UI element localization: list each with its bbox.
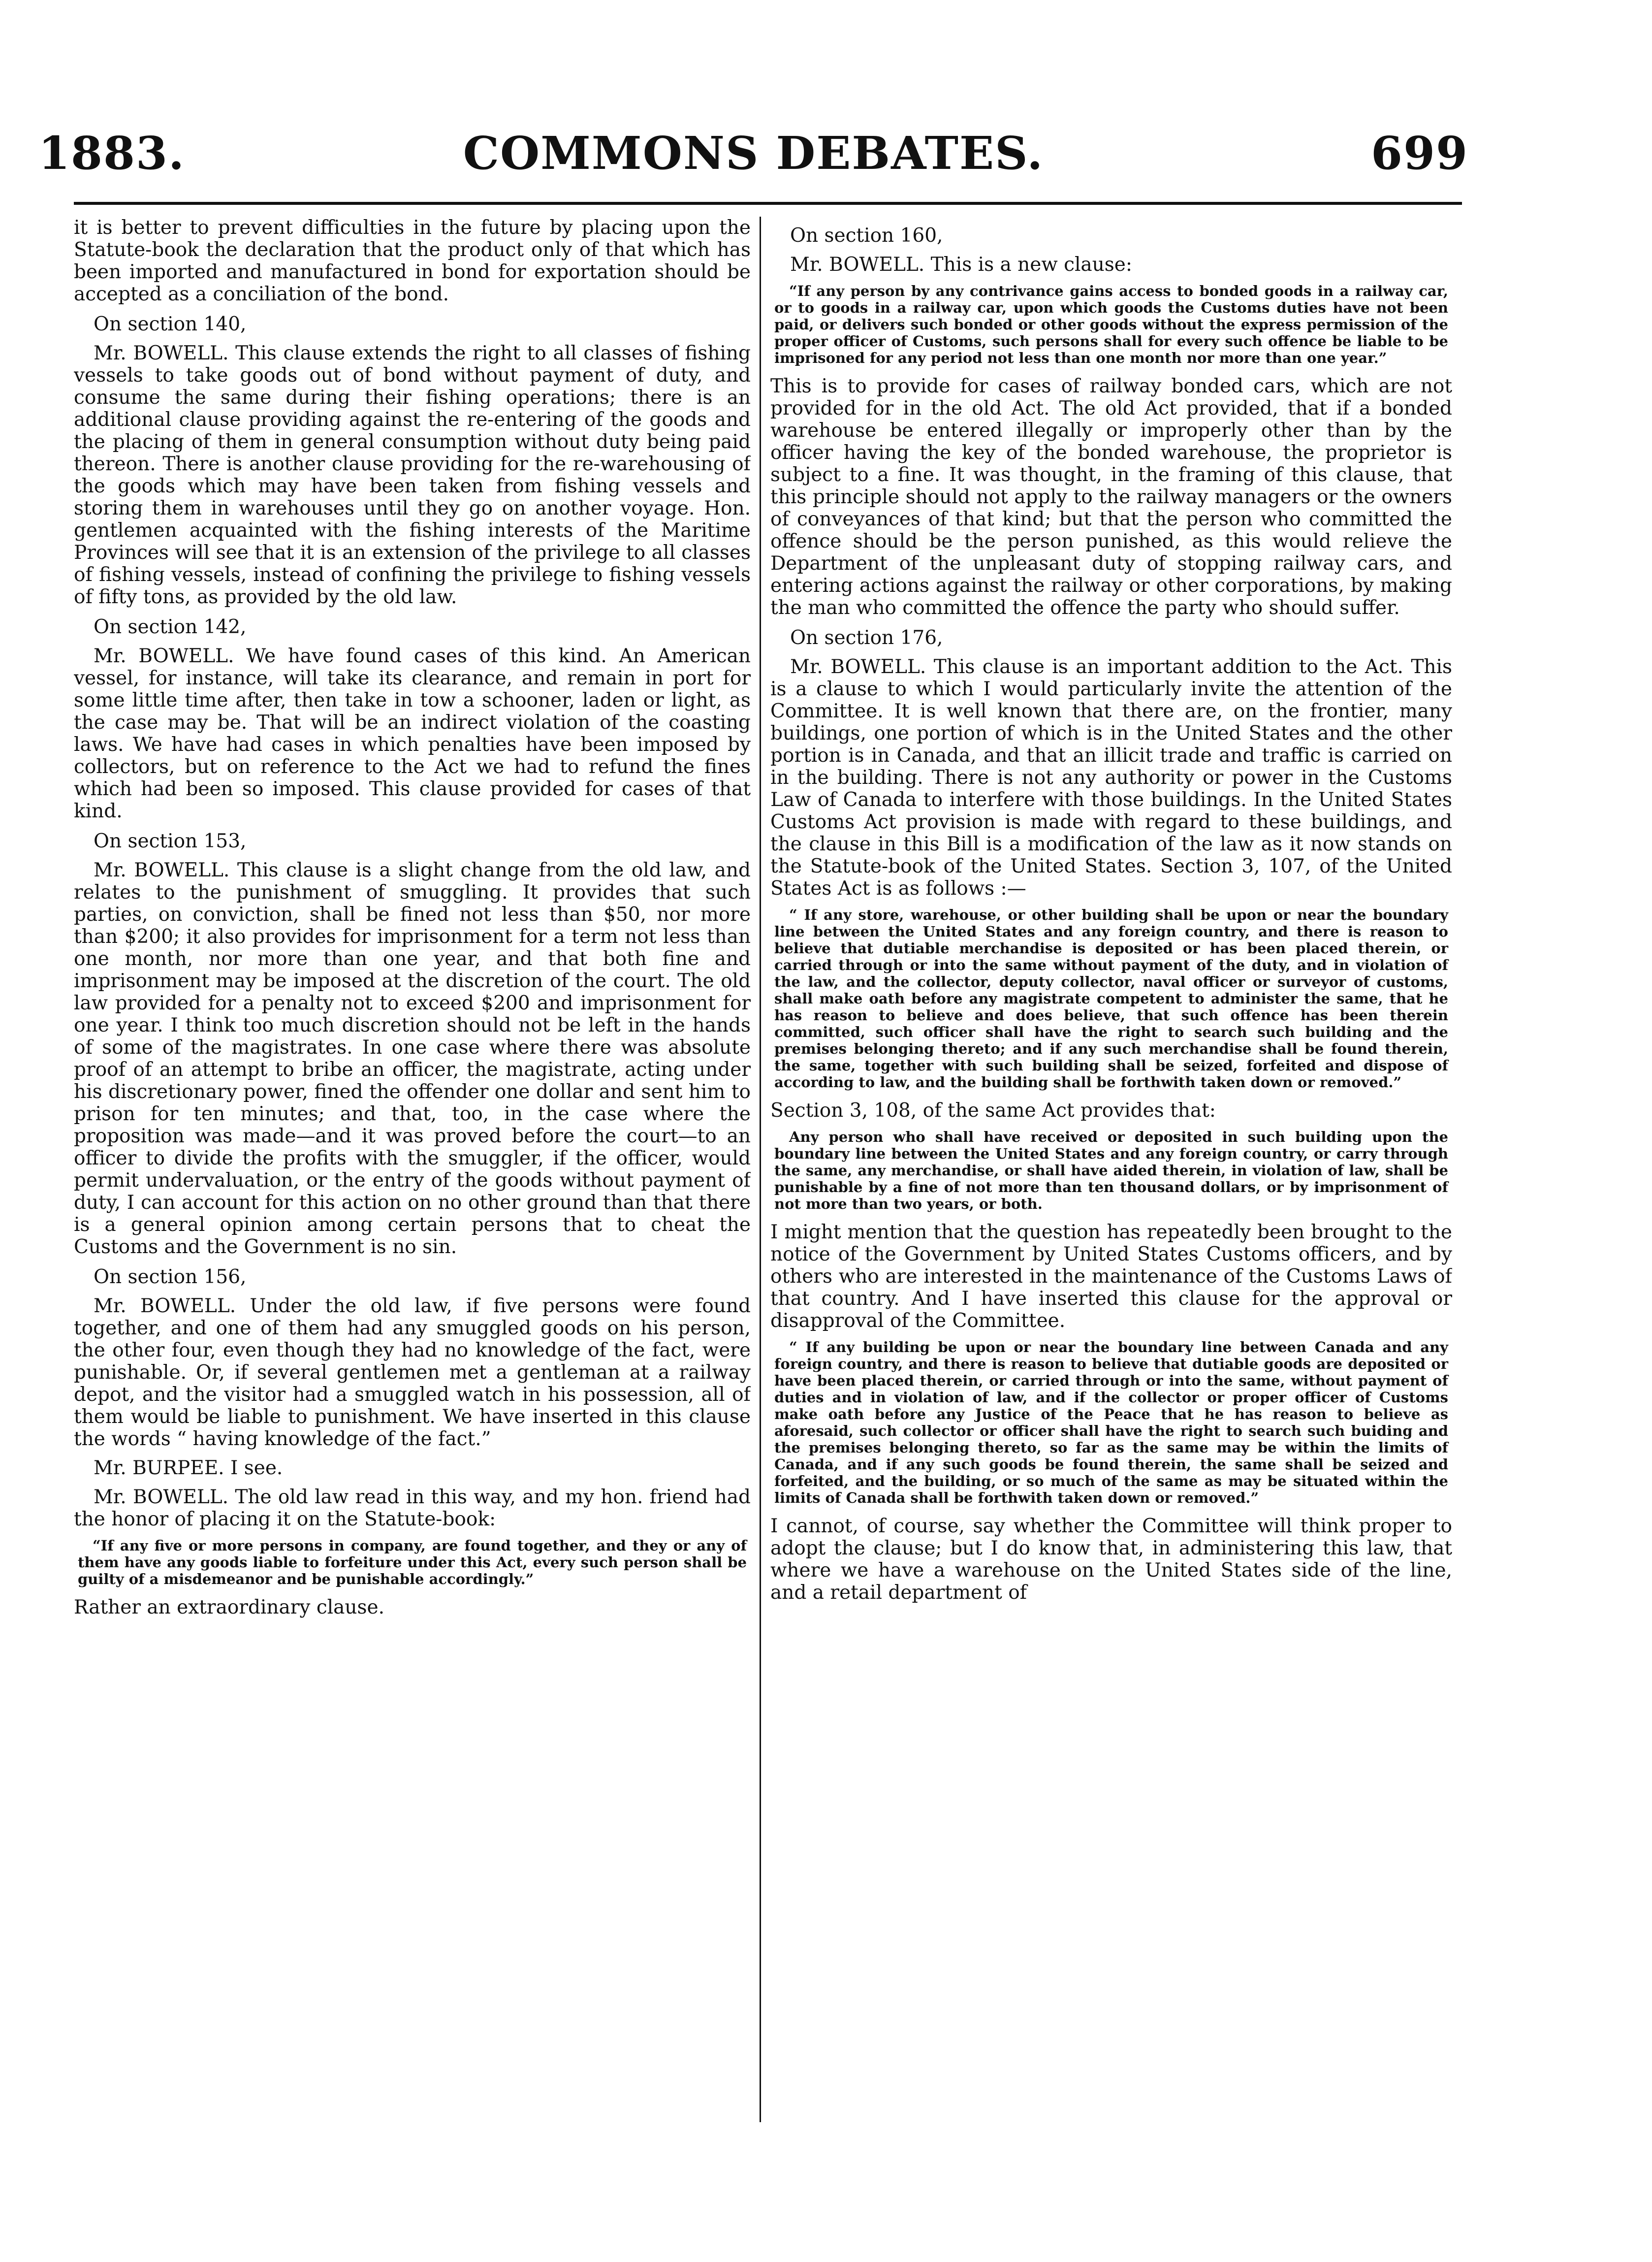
- speech-paragraph: Mr. BOWELL. This clause is a slight change from the old law, and relates to the punishment of smuggling. It provides that such parties, on conviction, shall be fined not less than $50, nor more than $200; it also provides for imprisonment for a term not less than one month, nor more than one year, and that both fine and imprisonment may be imposed at the discretion of the court. The old law provided for a penalty not to exceed $200 and imprisonment for one year. I think too much discretion should not be left in the hands of some of the magistrates. In one case where there was absolute proof of an attempt to bribe an officer, the magistrate, acting under his discretionary power, fined the offender one dollar and sent him to prison for ten minutes; and that, too, in the case where the proposition was made—and it was proved before the court—to an officer to divide the profits with the smuggler, if the officer, would permit undervaluation, or the entry of the goods without payment of duty, I can account for this action on no other ground than that there is a general opinion among certain persons that to cheat the Customs and the Government is no sin.: [74, 859, 751, 1258]
- body-paragraph: Section 3, 108, of the same Act provides that:: [770, 1099, 1216, 1122]
- speech-paragraph: Mr. BOWELL. This clause is an important addition to the Act. This is a clause to which I would particularly invite the attention of the Committee. It is well known that there are, on the frontier, many buildings, one portion of which is in the United States and the other portion is in Canada, and that an illicit trade and traffic is carried on in the building. There is not any authority or power in the Customs Law of Canada to interfere with those buildings. In the United States Customs Act provision is made with regard to these buildings, and the clause in this Bill is a modification of the law as it now stands on the Statute-book of the United States. Section 3, 107, of the United States Act is as follows :—: [770, 656, 1452, 900]
- left-column: [74, 217, 751, 2235]
- section-heading: On section 156,: [94, 1266, 247, 1288]
- speech-paragraph: Mr. BOWELL. This clause extends the right to all classes of fishing vessels to take goods out of bond without payment of duty, and consume the same during their fishing operations; there is an additional clause providing against the re-entering of the goods and the placing of them in general consumption without duty being paid thereon. There is another clause providing for the re-warehousing of the goods which may have been taken from fishing vessels and storing them in warehouses until they go on another voyage. Hon. gentlemen acquainted with the fishing interests of the Maritime Provinces will see that it is an extension of the privilege to all classes of fishing vessels, instead of confining the privilege to fishing vessels of fifty tons, as provided by the old law.: [74, 342, 751, 608]
- section-heading: On section 153,: [94, 830, 247, 852]
- speech-paragraph: Mr. BURPEE. I see.: [94, 1457, 283, 1479]
- page-header: [38, 116, 1468, 190]
- right-column: [770, 217, 1452, 2235]
- column-divider: [760, 217, 761, 2122]
- body-paragraph: Rather an extraordinary clause.: [74, 1596, 385, 1618]
- quoted-statute: “If any person by any contrivance gains access to bonded goods in a railway car, or to goods in a railway car, upon which goods the Customs duties have not been paid, or delivers such bonded or other goods without the express permission of the proper officer of Customs, such persons shall for every such offence be liable to be imprisoned for any period not less than one month nor more than one year.”: [774, 283, 1448, 366]
- quoted-statute: “ If any store, warehouse, or other building shall be upon or near the boundary line between the United States and any foreign country, and there is reason to believe that dutiable merchandise is deposited or has been placed therein, or carried through or into the same without payment of the duty, and in violation of the law, and the collector, deputy collector, naval officer or surveyor of customs, shall make oath before any magistrate competent to administer the same, that he has reason to believe and does believe, that such offence has been therein committed, such officer shall have the right to search such building and the premises belonging thereto; and if any such merchandise shall be found therein, the same, together with such building shall be seized, forfeited and dispose of according to law, and the building shall be forthwith taken down or removed.”: [774, 906, 1448, 1091]
- speech-paragraph: Mr. BOWELL. The old law read in this way, and my hon. friend had the honor of placing it on the Statute-book:: [74, 1486, 751, 1530]
- header-rule: [74, 202, 1462, 205]
- quoted-statute: Any person who shall have received or deposited in such building upon the boundary line between the United States and any foreign country, or carry through the same, any merchandise, or shall have aided therein, in violation of law, shall be punishable by a fine of not more than ten thousand dollars, or by imprisonment of not more than two years, or both.: [774, 1129, 1448, 1212]
- body-paragraph: This is to provide for cases of railway bonded cars, which are not provided for in the old Act. The old Act provided, that if a bonded warehouse be entered illegally or improperly other than by the officer having the key of the bonded warehouse, the proprietor is subject to a fine. It was thought, in the framing of this clause, that this principle should not apply to the railway managers or the owners of conveyances of that kind; but that the person who committed the offence should be the person punished, as this would relieve the Department of the unpleasant duty of stopping railway cars, and entering actions against the railway or other corporations, by making the man who committed the offence the party who should suffer.: [770, 375, 1452, 619]
- section-heading: On section 160,: [790, 225, 943, 247]
- body-paragraph: I cannot, of course, say whether the Committee will think proper to adopt the clause; but I do know that, in administering this law, that where we have a warehouse on the United States side of the line, and a retail department of: [770, 1515, 1452, 1604]
- section-heading: On section 142,: [94, 616, 247, 638]
- speech-paragraph: Mr. BOWELL. This is a new clause:: [790, 254, 1133, 276]
- speech-paragraph: Mr. BOWELL. We have found cases of this kind. An American vessel, for instance, will take its clearance, and remain in port for some little time after, then take in tow a schooner, laden or light, as the case may be. That will be an indirect violation of the coasting laws. We have had cases in which penalties have been imposed by collectors, but on reference to the Act we had to refund the fines which had been so imposed. This clause provided for cases of that kind.: [74, 645, 751, 822]
- header-page-number: 699: [1370, 127, 1468, 180]
- quoted-statute: “ If any building be upon or near the boundary line between Canada and any foreign country, and there is reason to believe that dutiable goods are deposited or have been placed therein, or carried through or into the same, without payment of duties and in violation of law, and if the collector or proper officer of Customs make oath before any Justice of the Peace that he has reason to believe as aforesaid, such collector or officer shall have the right to search such buiding and the premises belonging thereto, so far as the same may be within the limits of Canada, and if any such goods be found therein, the same shall be seized and forfeited, and the building, or so much of the same as may be situated within the limits of Canada shall be forthwith taken down or removed.”: [774, 1339, 1448, 1506]
- section-heading: On section 140,: [94, 313, 247, 335]
- quoted-statute: “If any five or more persons in company, are found together, and they or any of them have any goods liable to forfeiture under this Act, every such person shall be guilty of a misdemeanor and be punishable accordingly.”: [78, 1537, 747, 1587]
- header-title: COMMONS DEBATES.: [463, 127, 1044, 180]
- body-paragraph: it is better to prevent difficulties in the future by placing upon the Statute-book the declaration that the product only of that which has been imported and manufactured in bond for exportation should be accepted as a conciliation of the bond.: [74, 217, 751, 305]
- header-year: 1883.: [38, 127, 186, 180]
- section-heading: On section 176,: [790, 627, 943, 649]
- body-paragraph: I might mention that the question has repeatedly been brought to the notice of the Government by United States Customs officers, and by others who are interested in the maintenance of the Customs Laws of that country. And I have inserted this clause for the approval or disapproval of the Committee.: [770, 1221, 1452, 1332]
- speech-paragraph: Mr. BOWELL. Under the old law, if five persons were found together, and one of them had any smuggled goods on his person, the other four, even though they had no knowledge of the fact, were punishable. Or, if several gentlemen met a gentleman at a railway depot, and the visitor had a smuggled watch in his possession, all of them would be liable to punishment. We have inserted in this clause the words “ having knowledge of the fact.”: [74, 1295, 751, 1450]
